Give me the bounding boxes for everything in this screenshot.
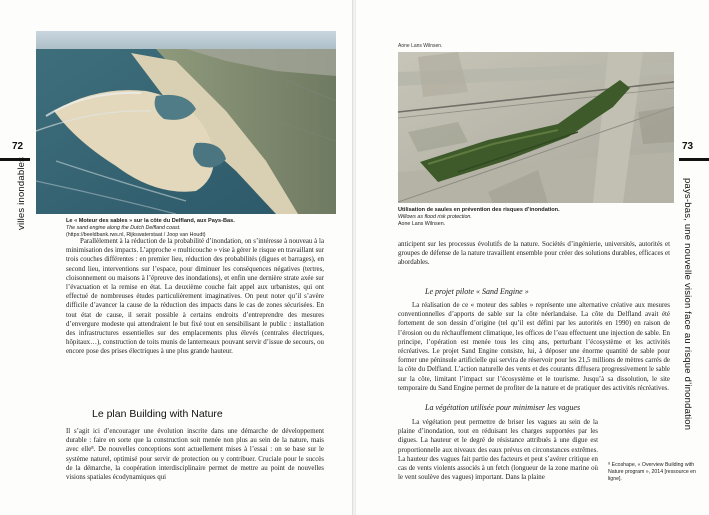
right-page [356,0,709,515]
sand-engine-aerial-illustration [36,31,336,214]
subsection-heading: La végétation utilisée pour minimiser les vagues [425,403,581,412]
caption-title: Utilisation de saules en prévention des risques d’inondation. [398,207,560,213]
subsection-heading: Le projet pilote « Sand Engine » [425,287,529,296]
body-text-block [66,427,324,482]
paragraph: Il s’agit ici d’encourager une évolution inscrite dans une démarche de développement durable : faire en sorte que la construction soit menée non plus au sein de la nature, mais avec elle⁸. De nouvelles conceptions sont actuellement mises à l’essai : on se base sur le système naturel, optimisé pour servir de protection ou y contribuer. Cruciale pour le succès de la démarche, la coopération interdisciplinaire permet de mettre au point de nouvelles visions spatiales écodynamiques qui [66,428,324,482]
page-number: 73 [682,141,694,152]
paragraph: anticipent sur les processus évolutifs de la nature. Sociétés d’ingénierie, universités, autorités et groupes de défense de la nature travaillent ensemble pour créer des solutions durables, efficaces et abordables. [398,241,670,267]
photo-credit: Aone Lans Wilnsen. [398,43,443,49]
caption-credit: Aone Lans Wilnsen. [398,221,446,228]
body-text-block [66,237,324,357]
caption-title: Le « Moteur des sables » sur la côte du Delfland, aux Pays-Bas. [66,218,235,224]
sand-engine-aerial-photo [36,31,336,214]
page-number: 72 [12,141,24,152]
body-text-block [398,240,670,268]
caption-english: Willows as flood risk protection. [398,214,472,221]
section-heading: Le plan Building with Nature [92,408,223,420]
caption-credit: (https://beeldbank.rws.nl, Rijkswaterstaat / Joop van Houdt) [66,232,206,239]
body-text-block [398,301,670,393]
caption-english: The sand engine along the Dutch Delfland coast. [66,225,181,232]
body-text-block [398,418,598,482]
left-page [0,0,353,515]
willows-aerial-photo [398,52,674,203]
page-number-bar [679,158,709,161]
running-head: pays-bas, une nouvelle vision face au risque d’inondation [682,178,693,431]
paragraph: La végétation peut permettre de briser les vagues au sein de la plaine d’inondation, tout en réduisant les charges supportées par les digues. La hauteur et le degré de résistance attribués à une digue est proportionnelle aux niveaux des eaux prévus en circonstances extrêmes. La hauteur des vagues fait partie des facteurs et peut s’avérer critique en cas de vents violents associés à un fetch (longueur de la zone marine où le vent soulève des vagues) important. Dans la plaine [398,419,598,482]
willows-aerial-illustration [398,52,674,203]
photo-caption [398,207,668,229]
running-head: villes inondables [16,156,27,230]
footnote: ⁸ Ecoshape, « Overview Building with Nature program », 2014 [ressource en ligne]. [608,462,696,482]
paragraph: Parallèlement à la réduction de la probabilité d’inondation, on s’intéresse à nouveau à la minimisation des impacts. L’approche « multicouche » vise à gérer le risque en travaillant sur trois couches différentes : en premier lieu, réduction des probabilités (digues et barrages), en second lieu, interventions sur l’espace, pour diminuer les conséquences négatives (tertres, cloisonnement ou maisons à l’épreuve des inondations), et enfin une dernière strate axée sur l’évacuation et la remise en état. La deuxième couche fait appel aux urbanistes, qui ont effectué de nombreuses études particulièrement imaginatives. On peut noter qu’il s’avère difficile d’avancer la cause de la réduction des impacts dans le cas de zones sécurisées. En tout état de cause, il serait possible à certains endroits d’entreprendre des mesures d’envergure modeste qui attendraient le but fixé tout en sensibilisant le public : installation des infrastructures essentielles sur des emplacements plus élevés (centrales électriques, hôpitaux…), construction de toits munis de lanterneaux pouvant servir d’issue de secours, ou encore pose des prises électriques à une plus grande hauteur. [66,238,324,356]
paragraph: La réalisation de ce « moteur des sables » représente une alternative créative aux mesures conventionnelles d’apports de sable sur la côte néerlandaise. La côte du Delfland avait été fortement de son dessin d’origine (tel qu’il est défini par les autorités en 1990) en raison de l’érosion ou du réchauffement climatique, les offices de l’eau effectuent une injection de sable. En principe, l’opération est menée tous les cinq ans, perturbant l’écosystème et les activités récréatives. Le projet Sand Engine consiste, lui, à déposer une énorme quantité de sable pour former une péninsule artificielle qui servira de réservoir pour les 21,5 millions de mètres carrés de la côte du Delfland. L’action naturelle des vents et des courants diffusera progressivement le sable sur la côte, limitant l’impact sur l’écosystème et le tourisme. Jusqu’à sa dissolution, le site temporaire du Sand Engine permet de profiter de la nature et de pratiquer des activités récréatives. [398,302,670,392]
